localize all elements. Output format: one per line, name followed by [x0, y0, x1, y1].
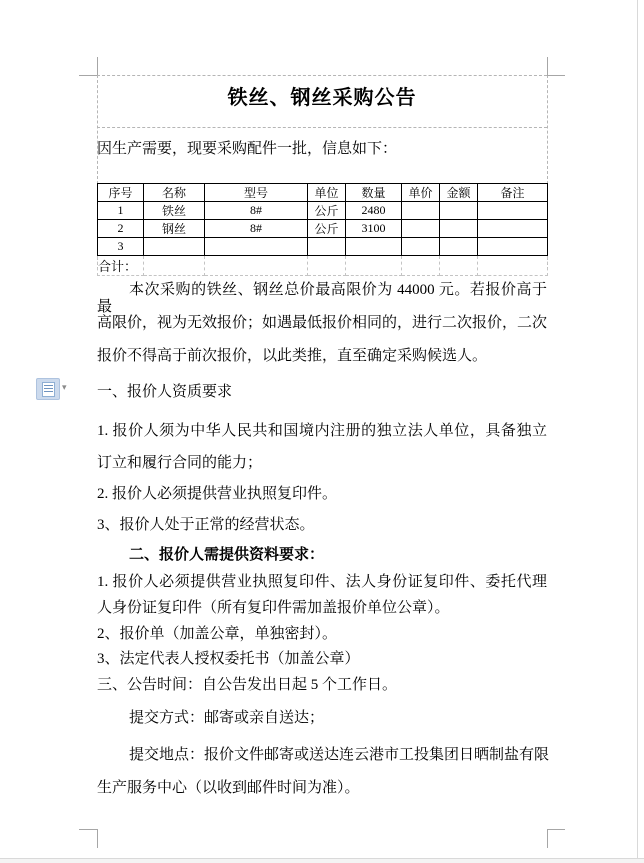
table-cell — [478, 220, 548, 238]
table-cell — [144, 256, 205, 276]
document-icon — [42, 382, 55, 397]
document-title: 铁丝、钢丝采购公告 — [227, 87, 417, 109]
header-cell-index: 序号 — [98, 184, 144, 202]
header-cell-quantity: 数量 — [346, 184, 402, 202]
section1-item1-line2: 订立和履行合同的能力； — [97, 455, 263, 471]
table-cell — [440, 238, 478, 256]
table-cell — [402, 256, 440, 276]
table-cell: 8# — [205, 220, 308, 238]
table-cell — [402, 220, 440, 238]
table-cell — [308, 238, 346, 256]
table-row — [98, 220, 548, 238]
paste-options-icon — [36, 378, 60, 400]
table-cell — [402, 238, 440, 256]
crop-mark-bottom-right-v — [547, 829, 548, 848]
table-cell — [440, 256, 478, 276]
paragraph-line: 本次采购的铁丝、钢丝总价最高限价为 44000 元。若报价高于最 — [97, 282, 547, 315]
table-header-row — [98, 184, 548, 202]
table-cell — [478, 202, 548, 220]
table-cell: 3 — [98, 238, 144, 256]
table-cell — [205, 238, 308, 256]
crop-mark-bottom-right-h — [547, 829, 565, 830]
table-cell — [205, 256, 308, 276]
header-cell-price: 单价 — [402, 184, 440, 202]
header-cell-unit: 单位 — [308, 184, 346, 202]
table-cell — [144, 238, 205, 256]
section2-item1-line2: 人身份证复印件（所有复印件需加盖报价单位公章）。 — [97, 600, 450, 616]
table-cell: 公斤 — [308, 202, 346, 220]
table-cell — [308, 256, 346, 276]
section3-submit-place-line2: 生产服务中心（以收到邮件时间为准）。 — [97, 780, 360, 796]
table-row — [98, 202, 548, 220]
table-total-row — [98, 256, 548, 276]
section1-item3: 3、报价人处于正常的经营状态。 — [97, 517, 315, 533]
header-cell-remark: 备注 — [478, 184, 548, 202]
window-edge-right — [637, 0, 638, 859]
text-boundary-top — [97, 75, 547, 76]
text-boundary-header-bottom — [97, 127, 547, 128]
table-cell — [440, 202, 478, 220]
crop-mark-bottom-left-h — [79, 829, 97, 830]
intro-paragraph: 因生产需要，现要采购配件一批，信息如下： — [97, 141, 398, 157]
chevron-down-icon[interactable]: ▾ — [62, 383, 67, 393]
section2-heading: 二、报价人需提供资料要求： — [129, 547, 325, 563]
paste-options-button[interactable] — [36, 378, 72, 400]
table-cell — [440, 220, 478, 238]
paragraph-line: 报价不得高于前次报价，以此类推，直至确定采购候选人。 — [97, 348, 488, 364]
crop-mark-top-right-v — [547, 57, 548, 75]
section2-item3: 3、法定代表人授权委托书（加盖公章） — [97, 651, 360, 667]
crop-mark-top-left-v — [97, 57, 98, 75]
table-cell — [346, 256, 402, 276]
header-cell-name: 名称 — [144, 184, 205, 202]
crop-mark-bottom-left-v — [97, 829, 98, 848]
section1-item1-line1: 1. 报价人须为中华人民共和国境内注册的独立法人单位，具备独立 — [97, 423, 547, 439]
paragraph-line: 高限价，视为无效报价；如遇最低报价相同的，进行二次报价，二次 — [97, 315, 548, 331]
crop-mark-top-right-h — [547, 75, 565, 76]
table-cell: 3100 — [346, 220, 402, 238]
table-row — [98, 238, 548, 256]
total-label: 合计： — [98, 256, 144, 276]
section3-heading: 三、公告时间：自公告发出日起 5 个工作日。 — [97, 677, 398, 693]
section2-item1-line1: 1. 报价人必须提供营业执照复印件、法人身份证复印件、委托代理 — [97, 574, 547, 590]
table-cell — [346, 238, 402, 256]
table-cell: 2 — [98, 220, 144, 238]
table-cell: 钢丝 — [144, 220, 205, 238]
header-cell-amount: 金额 — [440, 184, 478, 202]
header-cell-model: 型号 — [205, 184, 308, 202]
crop-mark-top-left-h — [79, 75, 97, 76]
table-cell: 8# — [205, 202, 308, 220]
section3-submit-method: 提交方式：邮寄或亲自送达； — [129, 710, 325, 726]
section2-item2: 2、报价单（加盖公章，单独密封）。 — [97, 626, 338, 642]
table-cell — [478, 238, 548, 256]
table-cell: 铁丝 — [144, 202, 205, 220]
procurement-table — [97, 183, 548, 276]
table-cell — [402, 202, 440, 220]
section1-item2: 2. 报价人必须提供营业执照复印件。 — [97, 486, 338, 502]
section1-heading: 一、报价人资质要求 — [97, 384, 233, 400]
table-cell: 2480 — [346, 202, 402, 220]
section3-submit-place-line1: 提交地点：报价文件邮寄或送达连云港市工投集团日晒制盐有限 — [129, 747, 550, 763]
table-cell: 1 — [98, 202, 144, 220]
table-cell: 公斤 — [308, 220, 346, 238]
table-cell — [478, 256, 548, 276]
window-edge-strip — [0, 859, 644, 863]
